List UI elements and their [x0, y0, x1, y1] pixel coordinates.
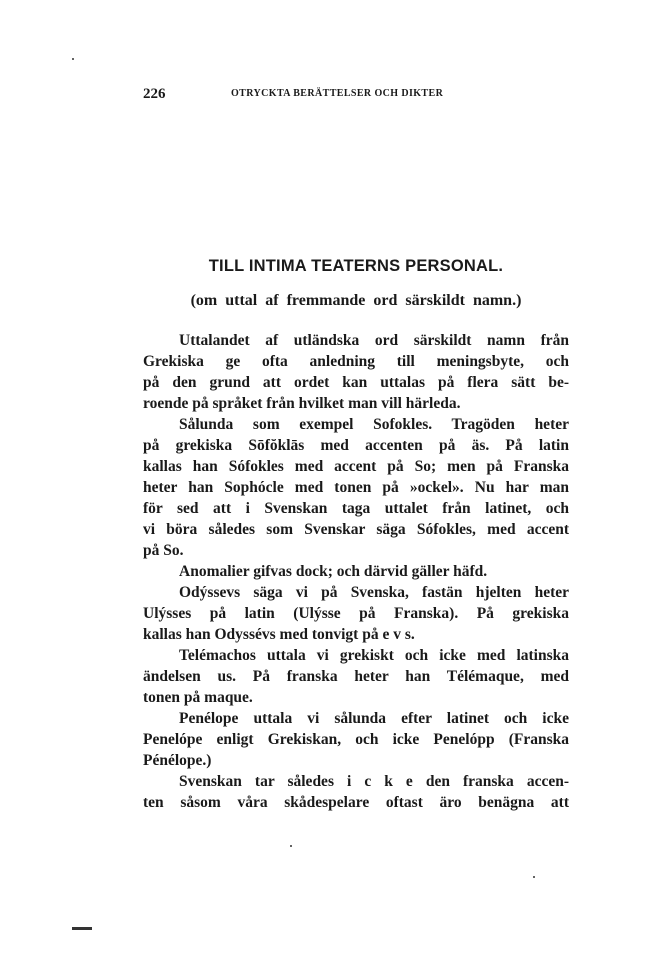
- text-line: tonen på maque.: [143, 689, 253, 706]
- running-head: OTRYCKTA BERÄTTELSER OCH DIKTER: [231, 88, 444, 99]
- body-text: [143, 330, 569, 813]
- text-line: heter han Sophócle med tonen på »ockel». Nu har man: [143, 479, 569, 496]
- text-line: Svenskan tar således i c k e den franska accen-: [179, 773, 569, 790]
- text-line: roende på språket från hvilket man vill härleda.: [143, 395, 461, 412]
- text-line: på den grund att ordet kan uttalas på flera sätt be-: [143, 374, 569, 391]
- text-line: Penélope uttala vi sålunda efter latinet och icke: [179, 710, 569, 727]
- text-line: Sålunda som exempel Sofokles. Tragöden heter: [179, 416, 569, 433]
- text-line: Pénélope.): [143, 752, 212, 769]
- speck-dot: [533, 876, 535, 878]
- text-line: Grekiska ge ofta anledning till meningsbyte, och: [143, 353, 569, 370]
- poem-title: TILL INTIMA TEATERNS PERSONAL.: [208, 257, 504, 275]
- text-line: Penelópe enligt Grekiskan, och icke Penelópp (Franska: [143, 731, 569, 748]
- text-line: kallas han Odyssévs med tonvigt på e v s.: [143, 626, 415, 643]
- margin-dash: [72, 927, 92, 930]
- speck-dot: [72, 58, 74, 60]
- text-line: Odýssevs säga vi på Svenska, fastän hjelten heter: [179, 584, 569, 601]
- text-line: ändelsen us. På franska heter han Télémaque, med: [143, 668, 569, 685]
- page-header: [143, 86, 523, 106]
- text-line: på So.: [143, 542, 184, 559]
- text-line: för sed att i Svenskan taga uttalet från latinet, och: [143, 500, 569, 517]
- subtitle: (om uttal af fremmande ord särskildt namn.): [190, 292, 522, 309]
- text-line: på grekiska Sōfŏklās med accenten på äs. På latin: [143, 437, 569, 454]
- text-line: Ulýsses på latin (Ulýsse på Franska). På grekiska: [143, 605, 569, 622]
- speck-dot: [290, 845, 292, 847]
- text-line: Telémachos uttala vi grekiskt och icke med latinska: [179, 647, 569, 664]
- page-number: 226: [143, 86, 166, 102]
- text-line: ten såsom våra skådespelare oftast äro benägna att: [143, 794, 569, 811]
- text-line: kallas han Sófokles med accent på So; men på Franska: [143, 458, 569, 475]
- text-line: vi böra således som Svenskar säga Sófokles, med accent: [143, 521, 569, 538]
- text-line: Anomalier gifvas dock; och därvid gäller häfd.: [179, 563, 488, 580]
- text-line: Uttalandet af utländska ord särskildt namn från: [179, 332, 569, 349]
